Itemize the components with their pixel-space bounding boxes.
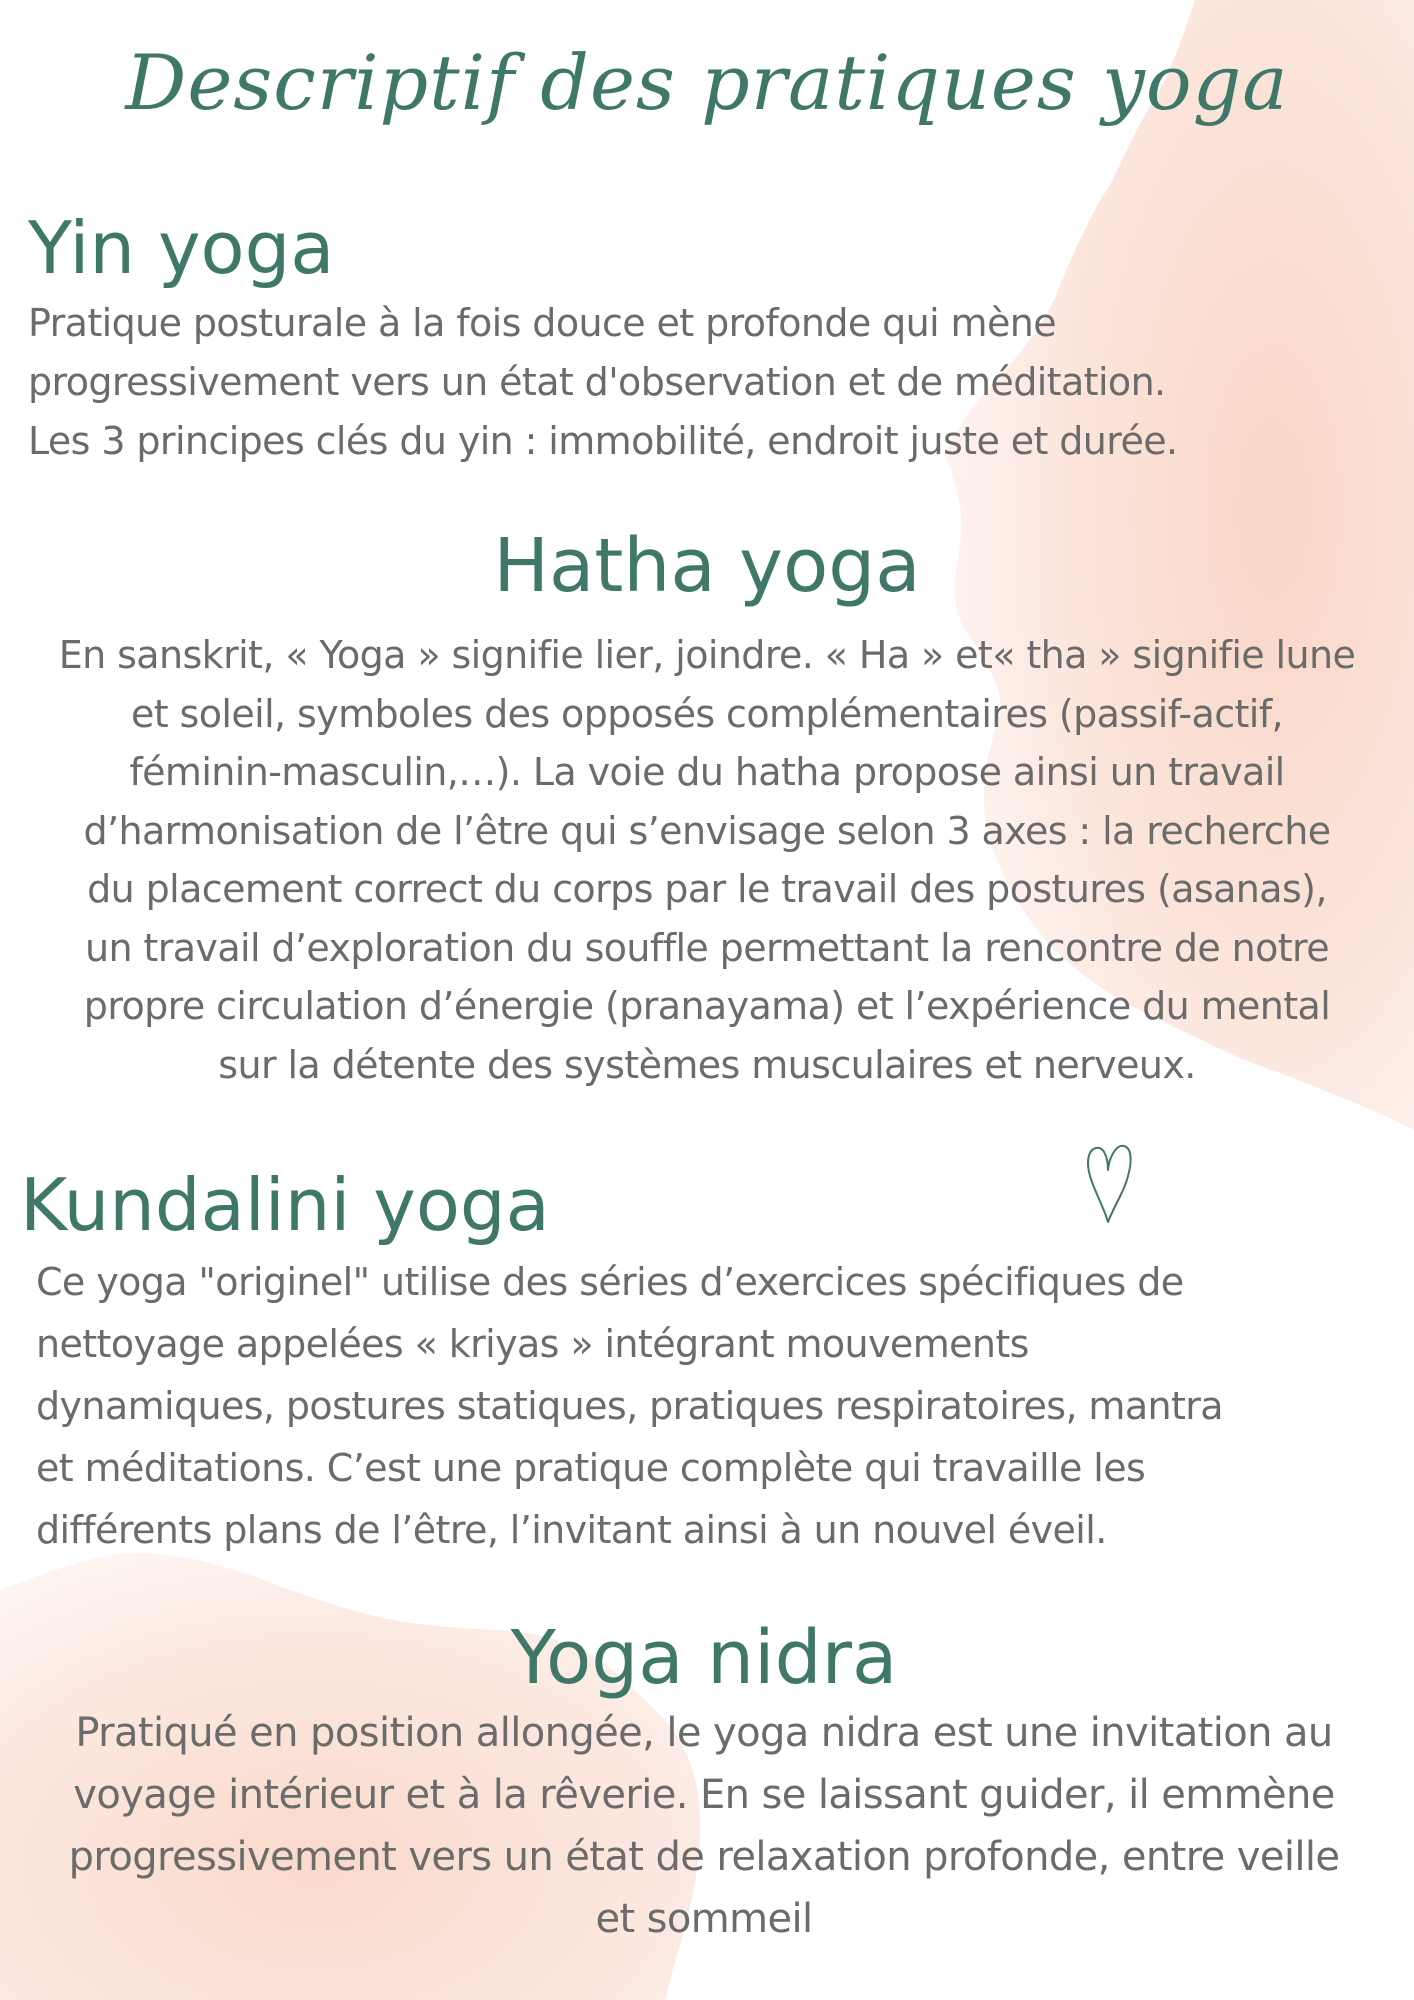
section-heading: Kundalini yoga xyxy=(20,1163,550,1247)
body-line: du placement correct du corps par le travail des postures (asanas), xyxy=(87,867,1327,911)
section-body xyxy=(28,294,1328,471)
body-line: différents plans de l’être, l’invitant ainsi à un nouvel éveil. xyxy=(36,1508,1107,1552)
body-line: sur la détente des systèmes musculaires et nerveux. xyxy=(218,1042,1196,1087)
section-yoga-nidra xyxy=(24,1614,1384,1950)
section-yin-yoga xyxy=(28,206,1328,471)
body-line: Pratiqué en position allongée, le yoga nidra est une invitation au xyxy=(75,1710,1333,1756)
body-line: voyage intérieur et à la rêverie. En se laissant guider, il emmène xyxy=(73,1772,1335,1818)
body-line: un travail d’exploration du souffle permettant la rencontre de notre xyxy=(84,925,1330,970)
body-line: progressivement vers un état d'observation et de méditation. xyxy=(28,360,1166,404)
body-line: nettoyage appelées « kriyas » intégrant mouvements xyxy=(36,1322,1029,1366)
section-heading: Hatha yoga xyxy=(493,523,921,609)
body-line: et soleil, symboles des opposés complémentaires (passif-actif, xyxy=(130,691,1284,736)
section-heading: Yoga nidra xyxy=(510,1615,898,1701)
section-body xyxy=(24,1702,1384,1950)
body-line: En sanskrit, « Yoga » signifie lier, joindre. « Ha » et« tha » signifie lune xyxy=(58,633,1356,677)
section-body xyxy=(30,626,1384,1094)
section-kundalini-yoga xyxy=(20,1163,1380,1561)
page-title: Descriptif des pratiques yoga xyxy=(125,38,1289,127)
section-body xyxy=(20,1251,1380,1561)
body-line: progressivement vers un état de relaxation profonde, entre veille xyxy=(68,1834,1340,1880)
body-line: Ce yoga "originel" utilise des séries d’exercices spécifiques de xyxy=(36,1260,1184,1304)
body-line: Les 3 principes clés du yin : immobilité, endroit juste et durée. xyxy=(28,419,1178,463)
body-line: Pratique posturale à la fois douce et profonde qui mène xyxy=(28,301,1057,345)
body-line: et sommeil xyxy=(595,1896,813,1942)
body-line: dynamiques, postures statiques, pratiques respiratoires, mantra xyxy=(36,1384,1223,1428)
body-line: féminin-masculin,…). La voie du hatha propose ainsi un travail xyxy=(129,750,1285,794)
body-line: et méditations. C’est une pratique complète qui travaille les xyxy=(36,1446,1146,1490)
section-hatha-yoga xyxy=(30,522,1384,1094)
section-heading: Yin yoga xyxy=(28,206,335,290)
body-line: propre circulation d’énergie (pranayama) et l’expérience du mental xyxy=(83,984,1331,1028)
body-line: d’harmonisation de l’être qui s’envisage selon 3 axes : la recherche xyxy=(83,808,1331,853)
